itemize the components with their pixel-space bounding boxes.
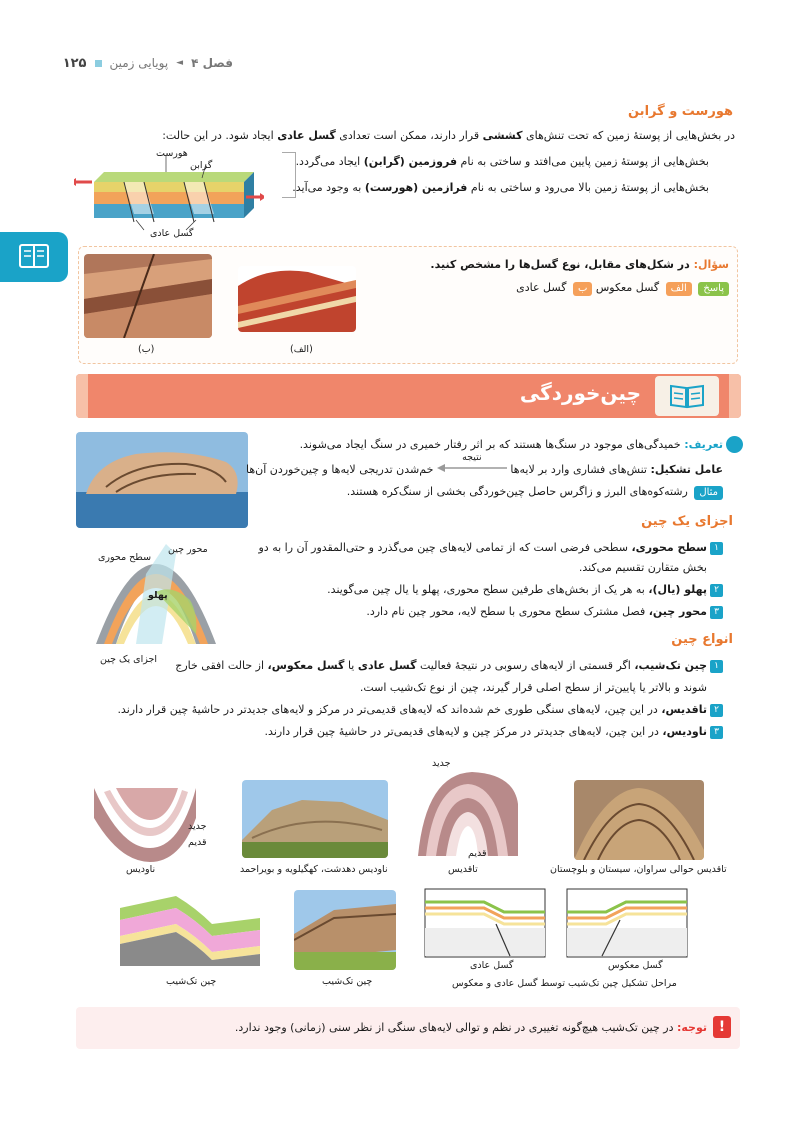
photo-fault-alef: [238, 266, 356, 332]
chapter-arrow-icon: ◄: [176, 58, 184, 68]
normal-fault-label: گسل عادی: [150, 228, 194, 239]
separator-square-icon: [95, 60, 102, 67]
definition-row: [300, 437, 723, 453]
fold-type-1-text-b: یا: [344, 659, 358, 672]
photo-syncline: [242, 780, 388, 858]
anticline-new-label: جدید: [432, 758, 451, 769]
fold-parts-title: اجزای یک چین: [641, 514, 733, 529]
fold-part-1-number: ۱: [710, 542, 723, 555]
fold-type-2-text: در این چین، لایه‌های سنگی طوری خم شده‌اند که لایه‌های قدیمی‌تر در مرکز و لایه‌های جدیدتر در حاشیهٔ چین قرار دارند.: [117, 703, 662, 716]
fold-type-3: [265, 724, 723, 740]
fold-part-3-bold: محور چین،: [648, 605, 707, 618]
note-row: [235, 1020, 707, 1036]
note-label: توجه:: [676, 1021, 707, 1034]
chapter-book-icon: [18, 242, 50, 272]
monocline-photo-caption: چین تک‌شیب: [322, 976, 373, 987]
example-label: مثال: [694, 486, 723, 500]
syncline-diagram: [90, 778, 200, 864]
question-text: [430, 257, 729, 273]
caption-alef: (الف): [290, 344, 313, 355]
syncline-new-label: جدید: [188, 821, 207, 832]
answer-alef-badge: الف: [666, 282, 692, 296]
band-pattern-left: [76, 374, 88, 418]
fold-type-1: [175, 658, 723, 674]
normal-fault-caption: گسل عادی: [470, 960, 514, 971]
example-text: رشته‌کوه‌های البرز و زاگرس حاصل چین‌خوردگی بخشی از سنگ‌کره هستند.: [346, 485, 692, 498]
intro-bold-1: کششی: [482, 129, 523, 142]
fold-part-2-number: ۲: [710, 584, 723, 597]
side-tab: [0, 232, 68, 282]
fold-type-1-bold-2: گسل عادی: [357, 659, 417, 672]
intro-bold-2: گسل عادی: [277, 129, 336, 142]
intro-text-3: ایجاد شود. در این حالت:: [162, 129, 278, 142]
anticline-old-label: قدیم: [468, 848, 487, 859]
answer-be-badge: ب: [573, 282, 592, 296]
exclamation-icon: !: [713, 1016, 731, 1038]
fold-type-1-number: ۱: [710, 660, 723, 673]
result-arrow: [437, 452, 507, 478]
answer-be: گسل عادی: [516, 281, 567, 294]
fold-type-1-text-c: از حالت افقی خارج: [175, 659, 268, 672]
monocline-caption: چین تک‌شیب: [166, 976, 217, 987]
answer-label: پاسخ: [698, 282, 729, 296]
fold-type-1-text-a: اگر قسمتی از لایه‌های رسوبی در نتیجهٔ فعالیت: [416, 659, 635, 672]
question-label: سؤال:: [693, 258, 729, 271]
fold-part-1-bold: سطح محوری،: [631, 541, 707, 554]
fold-part-2-bold: پهلو (یال)،: [648, 583, 707, 596]
photo-monocline: [294, 890, 396, 970]
fold-parts-caption: اجزای یک چین: [100, 654, 157, 665]
axial-plane-label: سطح محوری: [98, 552, 152, 563]
horst-text-a: بخش‌هایی از پوستهٔ زمین بالا می‌رود و ساختی به نام: [467, 181, 709, 194]
limb-label: پهلو: [148, 590, 168, 601]
photo-folded-rock: [76, 432, 248, 528]
fold-part-3-number: ۳: [710, 606, 723, 619]
horst-label: هورست: [156, 148, 188, 159]
caption-b: (ب): [138, 344, 155, 355]
factor-text: تنش‌های فشاری وارد بر لایه‌ها: [510, 463, 651, 476]
fold-part-1: [258, 540, 723, 556]
syncline-old-label: قدیم: [188, 837, 207, 848]
fold-part-2: [327, 582, 723, 598]
fold-type-2-bold: تاقدیس،: [661, 703, 707, 716]
band-pattern-right: [729, 374, 741, 418]
graben-item: [296, 154, 709, 170]
page-header: [63, 52, 233, 74]
fold-types-title: انواع چین: [671, 632, 733, 647]
horst-graben-title: هورست و گرابن: [627, 104, 733, 119]
photo-anticline: [574, 780, 704, 860]
fold-type-3-number: ۳: [710, 726, 723, 739]
note-text: در چین تک‌شیب هیچ‌گونه تغییری در نظم و توالی لایه‌های سنگی از نظر سنی (زمانی) وجود ندارد.: [234, 1021, 677, 1034]
fold-part-2-text: به هر یک از بخش‌های طرفین سطح محوری، پهلو یا یال چین می‌گویند.: [327, 583, 649, 596]
fold-type-1-bold-3: گسل معکوس،: [267, 659, 345, 672]
fold-part-1-cont: بخش متقارن تقسیم می‌کند.: [578, 561, 707, 574]
horst-text-b: به وجود می‌آید.: [292, 181, 365, 194]
syncline-photo-caption: ناودیس دهدشت، کهگیلویه و بویراحمد: [240, 864, 388, 875]
fold-part-3: [366, 604, 723, 620]
fold-part-3-text: فصل مشترک سطح محوری با سطح لایه، محور چین نام دارد.: [366, 605, 649, 618]
open-book-icon: [655, 376, 719, 416]
anticline-diagram: [412, 764, 522, 860]
result-arrow-label: نتیجه: [462, 452, 482, 463]
normal-fault-stage-diagram: [424, 888, 546, 958]
reverse-fault-caption: گسل معکوس: [608, 960, 663, 971]
page-number: ۱۲۵: [62, 55, 87, 71]
chapter-label: فصل ۴: [191, 56, 233, 70]
fold-type-3-bold: ناودیس،: [662, 725, 707, 738]
chapter-title: پویایی زمین: [109, 56, 169, 70]
question-body: در شکل‌های مقابل، نوع گسل‌ها را مشخص کنید.: [430, 258, 694, 271]
factor-result: خم‌شدن تدریجی لایه‌ها و چین‌خوردن آن‌ها: [245, 463, 434, 476]
reverse-fault-stage-diagram: [566, 888, 688, 958]
fold-axis-label: محور چین: [168, 544, 208, 555]
factor-row: [245, 452, 723, 478]
fold-type-2: [117, 702, 723, 718]
graben-text-b: ایجاد می‌گردد.: [295, 155, 364, 168]
folding-title: چین‌خوردگی: [519, 381, 641, 405]
factor-label: عامل تشکیل:: [650, 463, 723, 476]
answer-alef: گسل معکوس: [595, 281, 660, 294]
intro-text-1: در بخش‌هایی از پوستهٔ زمین که تحت تنش‌های: [522, 129, 735, 142]
anticline-caption: تاقدیس: [448, 864, 478, 875]
definition-text: خمیدگی‌های موجود در سنگ‌ها هستند که بر اثر رفتار خمیری در سنگ ایجاد می‌شوند.: [299, 438, 685, 451]
horst-bold: فرازمین (هورست): [364, 181, 468, 194]
fold-type-1-cont: شوند و بالاتر یا پایین‌تر از سطح اصلی قرار گیرند، چین از نوع تک‌شیب است.: [359, 681, 707, 694]
example-row: [347, 484, 723, 500]
fold-type-2-number: ۲: [710, 704, 723, 717]
fold-type-1-bold: چین تک‌شیب،: [634, 659, 707, 672]
syncline-caption: ناودیس: [126, 864, 156, 875]
graben-text-a: بخش‌هایی از پوستهٔ زمین پایین می‌افتد و ساختی به نام: [457, 155, 709, 168]
fold-type-3-text: در این چین، لایه‌های جدیدتر در مرکز چین و لایه‌های قدیمی‌تر در حاشیهٔ چین قرار دارند.: [264, 725, 663, 738]
intro-text-2: قرار دارند، ممکن است تعدادی: [335, 129, 483, 142]
chat-bubble-icon: [726, 436, 743, 453]
definition-label: تعریف:: [684, 438, 723, 451]
photo-fault-b: [84, 254, 212, 338]
monocline-diagram: [116, 888, 264, 968]
fold-part-1-text: سطحی فرضی است که از تمامی لایه‌های چین می‌گذرد و حتی‌المقدور آن را به دو: [258, 541, 632, 554]
horst-item: [292, 180, 709, 196]
anticline-photo-caption: تاقدیس حوالی سراوان، سیستان و بلوچستان: [550, 864, 727, 875]
graben-bold: فروزمین (گرابن): [363, 155, 458, 168]
graben-label: گرابن: [190, 160, 213, 171]
monocline-stages-caption: مراحل تشکیل چین تک‌شیب توسط گسل عادی و معکوس: [452, 978, 677, 989]
answer-row: [516, 280, 729, 296]
folding-band: [76, 374, 741, 418]
